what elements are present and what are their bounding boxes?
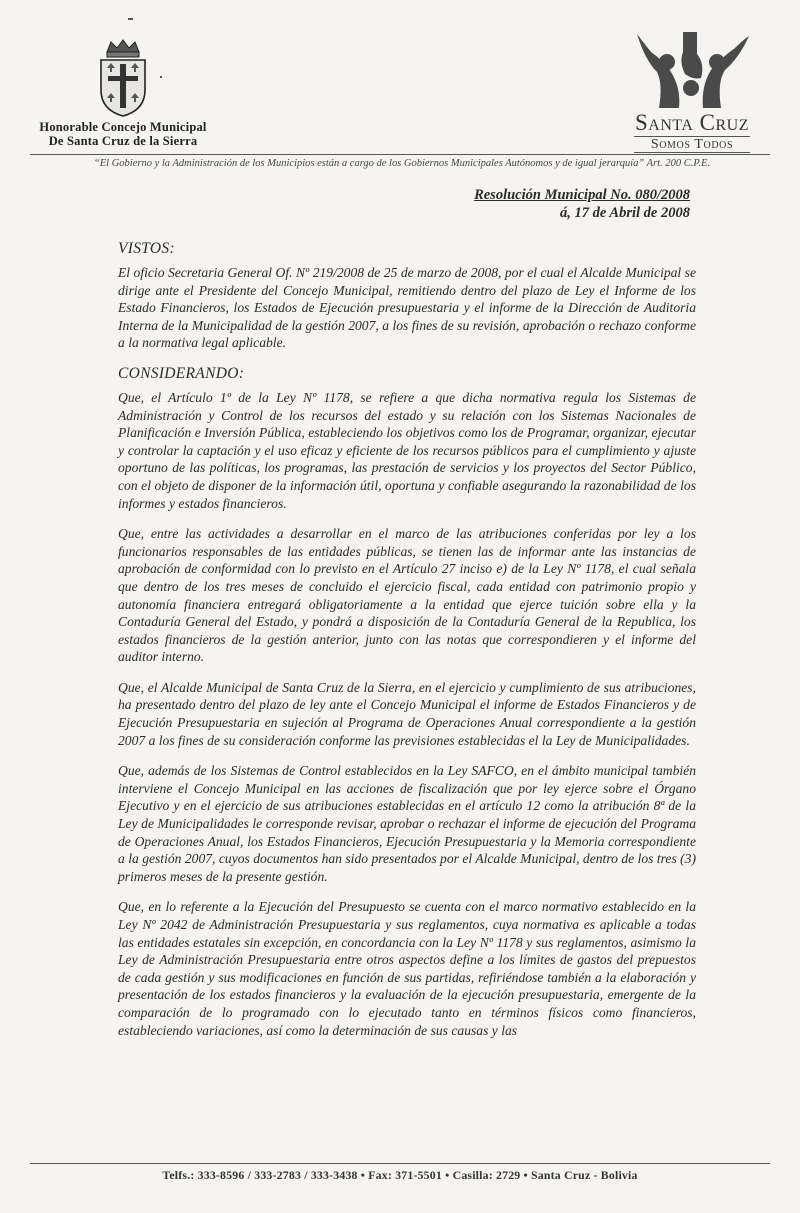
footer-divider [30, 1163, 770, 1164]
constitution-quote: “El Gobierno y la Administración de los Municipios están a cargo de los Gobiernos Municipales Autónomos y de igual jerarquía” Art. 200 C.P.E. [93, 158, 711, 169]
council-header [28, 38, 218, 148]
scan-speck [128, 18, 133, 20]
considerando-paragraph: Que, el Alcalde Municipal de Santa Cruz de la Sierra, en el ejercicio y cumplimiento de sus atribuciones, ha presentado dentro del plazo de ley ante el Concejo Municipal el informe de Estados Financieros y de Ejecución Presupuestaria en sujeción al Programa de Operaciones Anual correspondiente a la gestión 2007 a los fines de su consideración conforme las previsiones establecidas el la Ley de Municipalidades. [118, 679, 696, 748]
header-divider [30, 154, 770, 155]
resolution-number: Resolución Municipal No. 080/2008 [474, 187, 690, 203]
resolution-date: á, 17 de Abril de 2008 [560, 205, 690, 221]
council-name-line2: De Santa Cruz de la Sierra [48, 134, 198, 148]
vistos-heading: VISTOS: [118, 240, 175, 257]
santa-cruz-people-logo-icon [627, 28, 757, 110]
vistos-paragraph: El oficio Secretaria General Of. Nº 219/2008 de 25 de marzo de 2008, por el cual el Alcalde Municipal se dirige ante el Presidente del Concejo Municipal, remitiendo dentro del plazo de Ley el Informe de los Estado Financieros, los Estados de Ejecución presupuestaria y el informe de la Dirección de Auditoria Interna de la Municipalidad de la gestión 2007, a los fines de su revisión, aprobación o rechazo conforme a la normativa legal aplicable. [118, 265, 696, 351]
considerando-paragraph: Que, entre las actividades a desarrollar en el marco de las atribuciones conferidas por ley a los funcionarios responsables de las entidades públicas, se tienen las de informar ante las instancias de aprobación de conformidad con lo previsto en el Artículo 27 inciso e) de la Ley Nº 1178, el cual señala que dentro de los tres meses de concluido el ejercicio fiscal, cada entidad con patrimonio propio y autonomía financiera entregará obligatoriamente a la entidad que ejerce tuición sobre ella y la Contaduría General del Estado, y pondrá a disposición de la Contaduría General de la Republica, los estados financieros de la gestión anterior, junto con las notas que correspondieren y el informe del auditor interno. [118, 526, 696, 665]
council-name-line1: Honorable Concejo Municipal [39, 120, 207, 134]
considerando-heading: CONSIDERANDO: [118, 364, 245, 382]
brand-name: Santa Cruz [634, 110, 750, 135]
municipal-coat-of-arms-icon [93, 38, 153, 118]
resolution-heading [474, 186, 690, 222]
santa-cruz-brand [622, 28, 762, 153]
considerando-paragraph: Que, además de los Sistemas de Control establecidos en la Ley SAFCO, en el ámbito municipal también interviene el Concejo Municipal en las acciones de fiscalización que por ley ejerce sobre el Órgano Ejecutivo y en el ejercicio de sus atribuciones establecidas en el artículo 12 como la atribución 8ª de la Ley de Municipalidades le corresponde revisar, aprobar o rechazar el informe de ejecución del Programa de Operaciones Anual, los Estados Financieros, Ejecución Presupuestaria y la Memoria correspondiente a la gestión 2007, cuyos documentos han sido presentados por el Alcalde Municipal, dentro de los tres (3) primeros meses de la presente gestión. [118, 763, 696, 884]
considerando-paragraph: Que, el Artículo 1º de la Ley Nº 1178, se refiere a que dicha normativa regula los Sistemas de Administración y Control de los recursos del estado y su relación con los Sistemas Nacionales de Planificación e Inversión Pública, estableciendo los objetivos como los de Programar, organizar, ejecutar y controlar la captación y el uso eficaz y eficiente de los recursos públicos para el cumplimiento y ajuste oportuno de las políticas, los programas, las prestación de servicios y los proyectos del Sector Público, con el objeto de disponer de la información útil, oportuna y confiable asegurando la razonabilidad de los informes y estados financieros. [118, 389, 696, 511]
resolution-body [118, 240, 696, 1039]
brand-slogan: Somos Todos [634, 136, 750, 153]
considerando-paragraph: Que, en lo referente a la Ejecución del Presupuesto se cuenta con el marco normativo establecido en la Ley Nº 2042 de Administración Presupuestaria y sus reglamentos, cuya normativa es aplicable a todas las entidades estatales sin excepción, en concordancia con la Ley Nº 1178 y sus reglamentos, asimismo la Ley de Administración Presupuestaria entre otros aspectos define a los límites de gastos del prepuestos de cada gestión y sus modificaciones en función de sus partidas, refiriéndose también a la elaboración y presentación de los estados financieros y la evaluación de la ejecución presupuestaria, emergente de la comparación de lo programado con lo ejecutado tanto en términos físicos como financieros, estableciendo variaciones, así como la determinación de sus causas y las [118, 899, 696, 1038]
footer-contact: Telfs.: 333-8596 / 333-2783 / 333-3438 • Fax: 371-5501 • Casilla: 2729 • Santa Cruz - Bolivia [162, 1168, 638, 1182]
